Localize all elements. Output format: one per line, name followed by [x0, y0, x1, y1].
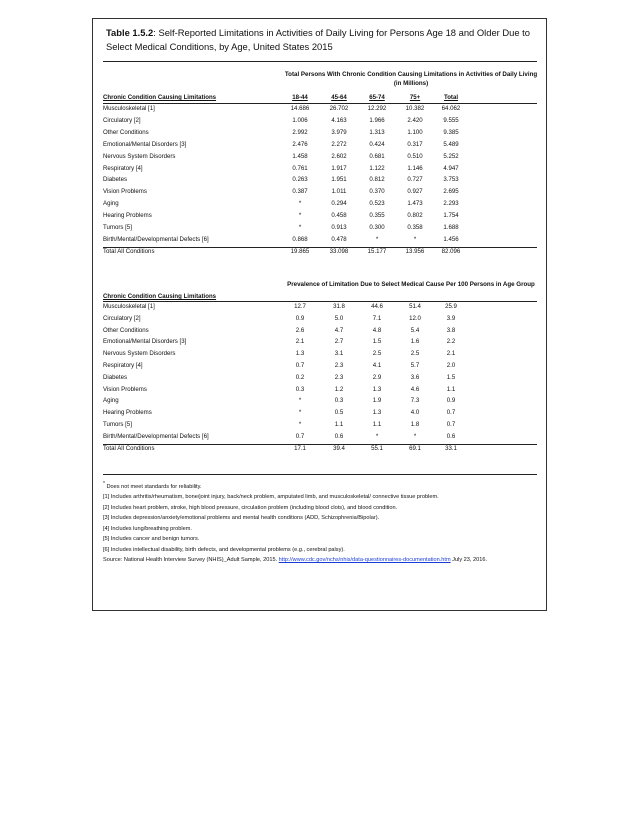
table-cell: 3.979 — [331, 128, 347, 136]
table-cell: * — [298, 397, 302, 405]
table-cell: 19.865 — [290, 247, 310, 255]
table-cell: 3.1 — [334, 350, 344, 358]
table-cell: 4.1 — [372, 362, 382, 369]
row-label: Total All Conditions — [103, 247, 155, 255]
table-cell: 44.6 — [371, 303, 383, 310]
table-row — [103, 186, 537, 198]
table-row — [103, 115, 537, 127]
table-cell: 25.9 — [445, 303, 457, 310]
table-row — [103, 174, 537, 186]
row-label: Birth/Mental/Developmental Defects [6] — [103, 235, 209, 243]
notes-rule — [103, 474, 537, 475]
table-cell: 12.0 — [409, 314, 421, 322]
row-label: Diabetes — [103, 176, 128, 184]
table-cell: 1.1 — [334, 421, 344, 428]
row-label: Circulatory [2] — [103, 314, 141, 322]
table-cell: 0.9 — [295, 314, 305, 322]
table-cell: 2.272 — [331, 140, 347, 148]
table-cell: 0.510 — [407, 152, 423, 160]
star-mark: * — [103, 481, 105, 487]
table-cell: 4.947 — [443, 164, 459, 172]
table-cell: 5.0 — [334, 314, 344, 322]
row-label: Total All Conditions — [103, 444, 155, 452]
row-label: Aging — [103, 397, 119, 405]
table-cell: 0.7 — [295, 432, 305, 440]
table-cell: 2.293 — [443, 200, 459, 208]
table-cell: * — [298, 421, 302, 428]
footnote-star-text: Does not meet standards for reliability. — [104, 483, 202, 490]
table-cell: 0.387 — [292, 188, 308, 196]
table-cell: 1.6 — [410, 338, 420, 346]
table-cell: 0.355 — [369, 212, 385, 220]
footnote-2: [2] Includes heart problem, stroke, high blood pressure, circulation problem (including blood clots), and blood condition. — [103, 504, 398, 511]
column-header-condition: Chronic Condition Causing Limitations — [103, 293, 217, 300]
table-cell: 0.3 — [334, 397, 344, 405]
row-label: Vision Problems — [103, 188, 147, 196]
total-rule — [103, 444, 537, 445]
table-row — [103, 372, 537, 384]
table-cell: 0.317 — [407, 140, 423, 148]
column-header-2: 65-74 — [369, 94, 385, 101]
table-cell: * — [413, 432, 417, 440]
table-cell: 7.1 — [372, 314, 382, 322]
table-row — [103, 163, 537, 175]
footnote-1: [1] Includes arthritis/rheumatism, bone/joint injury, back/neck problem, amputated limb, and musculoskeletal/ connective tissue problem. — [103, 494, 439, 501]
table-cell: 1.917 — [331, 164, 347, 172]
column-header-condition: Chronic Condition Causing Limitations — [103, 94, 217, 101]
table-cell: 2.695 — [443, 188, 459, 196]
table-cell: 1.456 — [443, 235, 459, 243]
table-cell: 1.3 — [372, 385, 382, 393]
table-cell: 1.473 — [407, 200, 423, 208]
section2-group-header: Prevalence of Limitation Due to Select Medical Cause Per 100 Persons in Age Group — [287, 281, 535, 288]
section1-group-header: Total Persons With Chronic Condition Causing Limitations in Activities of Daily Living (in Millions) — [284, 71, 538, 87]
table-cell: 1.313 — [369, 128, 385, 136]
table-cell: 1.5 — [372, 338, 382, 346]
table-cell: 2.6 — [295, 326, 305, 334]
footnotes — [103, 480, 535, 567]
table-cell: * — [298, 200, 302, 208]
row-label: Other Conditions — [103, 128, 149, 136]
table-cell: 69.1 — [409, 444, 421, 452]
table-cell: 3.8 — [446, 326, 456, 334]
table-cell: 1.951 — [331, 176, 347, 184]
table-cell: 0.868 — [292, 235, 308, 243]
table-cell: 10.382 — [405, 105, 425, 112]
table-cell: 1.100 — [407, 128, 423, 136]
table-row — [103, 336, 537, 348]
source-note — [103, 556, 535, 564]
table-cell: 5.7 — [410, 362, 420, 369]
table-cell: 4.6 — [410, 385, 420, 393]
table-cell: 1.006 — [292, 116, 308, 124]
table-cell: 1.754 — [443, 212, 459, 220]
table-cell: 14.686 — [290, 105, 310, 112]
source-date: July 23, 2016. — [450, 557, 488, 564]
table-cell: 3.6 — [410, 373, 420, 381]
table-cell: 2.0 — [446, 362, 456, 369]
table-cell: 55.1 — [371, 444, 383, 452]
row-label: Hearing Problems — [103, 212, 152, 220]
table-row — [103, 384, 537, 396]
table-cell: 1.122 — [369, 164, 385, 172]
table-cell: 2.420 — [407, 116, 423, 124]
table-cell: 0.681 — [369, 152, 385, 160]
table-cell: 9.555 — [443, 116, 459, 124]
table-row — [103, 151, 537, 163]
row-label: Respiratory [4] — [103, 362, 143, 369]
footnote-3: [3] Includes depression/anxiety/emotional problems and mental health conditions (ADD, Schizophrenia/Bipolar). — [103, 515, 380, 522]
table-row — [103, 198, 537, 210]
table-cell: 15.177 — [367, 247, 387, 255]
column-header-0: 18-44 — [292, 94, 308, 101]
row-label: Birth/Mental/Developmental Defects [6] — [103, 432, 209, 440]
table-cell: 1.1 — [446, 385, 456, 393]
table-cell: 3.753 — [443, 176, 459, 184]
table-cell: 2.5 — [410, 350, 420, 358]
source-text: Source: National Health Interview Survey (NHIS)_Adult Sample, 2015. — [103, 557, 279, 564]
table-cell: 0.523 — [369, 200, 385, 208]
table-cell: 26.702 — [329, 105, 349, 112]
table-row — [103, 431, 537, 443]
table-cell: 1.1 — [372, 421, 382, 428]
table-cell: 33.1 — [445, 444, 457, 452]
table-cell: 0.927 — [407, 188, 423, 196]
table-cell: 82.096 — [441, 247, 461, 255]
header-rule — [103, 103, 537, 104]
table-cell: 2.7 — [334, 338, 344, 346]
table-cell: 0.3 — [295, 385, 305, 393]
table-row — [103, 103, 537, 115]
table-row — [103, 407, 537, 419]
total-rule — [103, 247, 537, 248]
row-label: Tumors [5] — [103, 224, 132, 231]
table-cell: 1.2 — [334, 385, 344, 393]
table-row — [103, 348, 537, 360]
table-cell: 13.956 — [405, 247, 425, 255]
row-label: Nervous System Disorders — [103, 350, 176, 358]
table-cell: 4.7 — [334, 326, 344, 334]
table-row — [103, 325, 537, 337]
table-row — [103, 139, 537, 151]
row-label: Respiratory [4] — [103, 164, 143, 172]
table-cell: 2.5 — [372, 350, 382, 358]
table-cell: 0.9 — [446, 397, 456, 405]
table-cell: 12.292 — [367, 105, 387, 112]
table-title — [106, 26, 536, 53]
header-rule — [103, 301, 537, 302]
table-cell: 39.4 — [333, 444, 345, 452]
column-header-4: Total — [443, 94, 459, 101]
table-cell: 5.4 — [410, 326, 420, 334]
row-label: Tumors [5] — [103, 421, 132, 428]
table-cell: 0.5 — [334, 409, 344, 417]
table-cell: 3.9 — [446, 314, 456, 322]
table-cell: 1.3 — [372, 409, 382, 417]
table-cell: 4.8 — [372, 326, 382, 334]
row-label: Diabetes — [103, 373, 128, 381]
row-label: Nervous System Disorders — [103, 152, 176, 160]
table-cell: 0.358 — [407, 224, 423, 231]
table-cell: 1.011 — [331, 188, 347, 196]
table-cell: 0.7 — [446, 421, 456, 428]
table-cell: 0.6 — [334, 432, 344, 440]
column-header-3: 75+ — [409, 94, 421, 101]
table-row — [103, 222, 537, 234]
table-row — [103, 127, 537, 139]
table-cell: 12.7 — [294, 303, 306, 310]
table-cell: 1.3 — [295, 350, 305, 358]
table-cell: 0.913 — [331, 224, 347, 231]
table-cell: 1.9 — [372, 397, 382, 405]
table-cell: 0.370 — [369, 188, 385, 196]
table-row — [103, 313, 537, 325]
table-cell: 7.3 — [410, 397, 420, 405]
table-cell: 0.294 — [331, 200, 347, 208]
table-row — [103, 395, 537, 407]
source-link[interactable]: http://www.cdc.gov/nchs/nhis/data-questionnaires-documentation.htm — [278, 557, 451, 564]
table-cell: 33.098 — [329, 247, 349, 255]
table-row — [103, 210, 537, 222]
table-cell: 2.9 — [372, 373, 382, 381]
table-cell: 4.0 — [410, 409, 420, 417]
footnote-4: [4] Includes lung/breathing problem. — [103, 525, 192, 532]
table-cell: 0.761 — [292, 164, 308, 172]
table-cell: 0.2 — [295, 373, 305, 381]
table-cell: 2.2 — [446, 338, 456, 346]
table-cell: 0.7 — [295, 362, 305, 369]
table-cell: 1.146 — [407, 164, 423, 172]
table-number: Table 1.5.2 — [106, 27, 154, 38]
table-cell: * — [375, 432, 379, 440]
table-cell: 0.812 — [369, 176, 385, 184]
table-cell: 0.263 — [292, 176, 308, 184]
table-cell: 1.8 — [410, 421, 420, 428]
table-cell: 0.300 — [369, 224, 385, 231]
table-cell: 31.8 — [333, 303, 345, 310]
table-cell: 17.1 — [294, 444, 306, 452]
row-label: Musculoskeletal [1] — [103, 105, 155, 112]
table-cell: * — [375, 235, 379, 243]
table-cell: 51.4 — [409, 303, 421, 310]
table-cell: 2.1 — [446, 350, 456, 358]
table-cell: 1.688 — [443, 224, 459, 231]
table-cell: * — [413, 235, 417, 243]
row-label: Hearing Problems — [103, 409, 152, 417]
table-row — [103, 234, 537, 246]
table-cell: 2.3 — [334, 362, 344, 369]
row-label: Musculoskeletal [1] — [103, 303, 155, 310]
table-cell: 0.458 — [331, 212, 347, 220]
table-row — [103, 301, 537, 313]
row-label: Aging — [103, 200, 119, 208]
table-cell: 1.966 — [369, 116, 385, 124]
table-cell: 1.458 — [292, 152, 308, 160]
table-row — [103, 419, 537, 431]
table-cell: 0.727 — [407, 176, 423, 184]
table-cell: 2.602 — [331, 152, 347, 160]
row-label: Circulatory [2] — [103, 116, 141, 124]
table-cell: 0.478 — [331, 235, 347, 243]
table-cell: * — [298, 224, 302, 231]
table-cell: 5.489 — [443, 140, 459, 148]
table-cell: 0.7 — [446, 409, 456, 417]
table-cell: 0.6 — [446, 432, 456, 440]
table-cell: 2.476 — [292, 140, 308, 148]
table-cell: 2.3 — [334, 373, 344, 381]
table-cell: 2.1 — [295, 338, 305, 346]
table-cell: * — [298, 212, 302, 220]
row-label: Vision Problems — [103, 385, 147, 393]
footnote-6: [6] Includes intellectual disability, birth defects, and developmental problems (e.g., cerebral palsy). — [103, 546, 345, 553]
table-cell: 4.163 — [331, 116, 347, 124]
table-cell: 0.802 — [407, 212, 423, 220]
row-label: Emotional/Mental Disorders [3] — [103, 338, 187, 346]
table-row — [103, 360, 537, 372]
row-label: Other Conditions — [103, 326, 149, 334]
table-cell: 2.992 — [292, 128, 308, 136]
table-title-text: : Self-Reported Limitations in Activities of Daily Living for Persons Age 18 and Older Due to Select Medical Conditions, by Age, United States 2015 — [106, 27, 531, 52]
table-cell: * — [298, 409, 302, 417]
footnote-5: [5] Includes cancer and benign tumors. — [103, 536, 200, 543]
table-cell: 9.385 — [443, 128, 459, 136]
title-rule — [103, 61, 537, 62]
row-label: Emotional/Mental Disorders [3] — [103, 140, 187, 148]
footnote-star — [103, 480, 535, 491]
column-header-1: 45-64 — [331, 94, 347, 101]
table-cell: 0.424 — [369, 140, 385, 148]
table-cell: 64.062 — [441, 105, 461, 112]
table-cell: 1.5 — [446, 373, 456, 381]
table-cell: 5.252 — [443, 152, 459, 160]
